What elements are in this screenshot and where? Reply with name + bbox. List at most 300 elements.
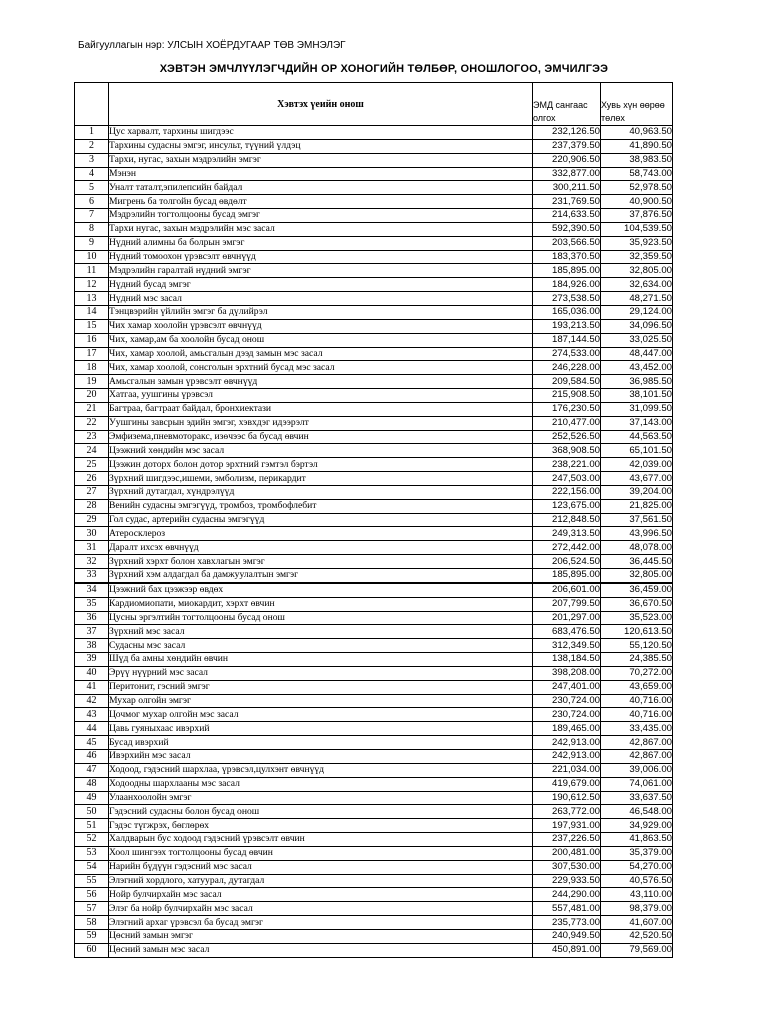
- row-diagnosis: Чих, хамар хоолой, сонсголын эрхтний бусад мэс засал: [109, 361, 533, 375]
- row-number: 9: [75, 236, 109, 250]
- row-self-amount: 40,716.00: [601, 694, 673, 708]
- row-number: 53: [75, 846, 109, 860]
- row-self-amount: 70,272.00: [601, 666, 673, 680]
- row-emd-amount: 214,633.50: [533, 209, 601, 223]
- table-row: [75, 749, 673, 763]
- table-row: [75, 666, 673, 680]
- row-self-amount: 33,637.50: [601, 791, 673, 805]
- row-emd-amount: 307,530.00: [533, 860, 601, 874]
- row-emd-amount: 230,724.00: [533, 694, 601, 708]
- table-row: [75, 222, 673, 236]
- row-diagnosis: Зүрхний хэрхт болон хавхлагын эмгэг: [109, 555, 533, 569]
- row-diagnosis: Нүдний мэс засал: [109, 292, 533, 306]
- row-emd-amount: 238,221.00: [533, 458, 601, 472]
- row-self-amount: 33,025.50: [601, 333, 673, 347]
- row-number: 38: [75, 639, 109, 653]
- table-row: [75, 126, 673, 140]
- row-emd-amount: 184,926.00: [533, 278, 601, 292]
- table-row: [75, 763, 673, 777]
- row-self-amount: 79,569.00: [601, 943, 673, 957]
- table-row: [75, 499, 673, 513]
- row-number: 60: [75, 943, 109, 957]
- row-number: 55: [75, 874, 109, 888]
- row-emd-amount: 592,390.50: [533, 222, 601, 236]
- row-self-amount: 37,876.50: [601, 209, 673, 223]
- row-diagnosis: Элэгний архаг үрэвсэл ба бусад эмгэг: [109, 916, 533, 930]
- header-diagnosis: Хэвтэх үеийн онош: [109, 83, 533, 126]
- row-emd-amount: 272,442.00: [533, 541, 601, 555]
- row-diagnosis: Даралт ихсэх өвчнүүд: [109, 541, 533, 555]
- row-diagnosis: Бусад ивэрхий: [109, 736, 533, 750]
- row-diagnosis: Тэнцвэрийн үйлийн эмгэг ба дүлийрэл: [109, 305, 533, 319]
- row-diagnosis: Цээжний бах цээжээр өвдөх: [109, 583, 533, 597]
- row-diagnosis: Цээжин доторх болон дотор эрхтний гэмтэл бэртэл: [109, 458, 533, 472]
- row-number: 16: [75, 333, 109, 347]
- row-emd-amount: 193,213.50: [533, 319, 601, 333]
- table-row: [75, 264, 673, 278]
- row-number: 22: [75, 416, 109, 430]
- table-header: [75, 83, 673, 126]
- row-diagnosis: Цөсний замын эмгэг: [109, 929, 533, 943]
- table-row: [75, 319, 673, 333]
- row-number: 3: [75, 153, 109, 167]
- row-emd-amount: 263,772.00: [533, 805, 601, 819]
- row-number: 25: [75, 458, 109, 472]
- table-row: [75, 139, 673, 153]
- table-row: [75, 250, 673, 264]
- row-self-amount: 52,978.50: [601, 181, 673, 195]
- row-emd-amount: 237,379.50: [533, 139, 601, 153]
- row-number: 42: [75, 694, 109, 708]
- table-row: [75, 653, 673, 667]
- row-diagnosis: Атеросклероз: [109, 527, 533, 541]
- row-number: 46: [75, 749, 109, 763]
- row-emd-amount: 176,230.50: [533, 402, 601, 416]
- table-row: [75, 805, 673, 819]
- row-diagnosis: Чих хамар хоолойн үрэвсэлт өвчнүүд: [109, 319, 533, 333]
- row-diagnosis: Багтраа, багтраат байдал, бронхиектази: [109, 402, 533, 416]
- row-number: 19: [75, 375, 109, 389]
- row-number: 2: [75, 139, 109, 153]
- row-number: 37: [75, 625, 109, 639]
- row-self-amount: 36,670.50: [601, 597, 673, 611]
- row-self-amount: 33,435.00: [601, 722, 673, 736]
- row-emd-amount: 165,036.00: [533, 305, 601, 319]
- row-number: 17: [75, 347, 109, 361]
- header-emd-fund: ЭМД сангаас олгох: [533, 83, 601, 126]
- row-self-amount: 40,900.50: [601, 195, 673, 209]
- table-row: [75, 513, 673, 527]
- row-diagnosis: Мэнэн: [109, 167, 533, 181]
- table-row: [75, 333, 673, 347]
- row-self-amount: 35,379.00: [601, 846, 673, 860]
- row-emd-amount: 398,208.00: [533, 666, 601, 680]
- row-self-amount: 54,270.00: [601, 860, 673, 874]
- row-diagnosis: Хоол шингээх тогтолцооны бусад өвчин: [109, 846, 533, 860]
- row-self-amount: 32,805.00: [601, 264, 673, 278]
- row-emd-amount: 683,476.50: [533, 625, 601, 639]
- row-self-amount: 38,101.50: [601, 389, 673, 403]
- row-number: 18: [75, 361, 109, 375]
- row-diagnosis: Ходоод, гэдэсний шархлаа, үрэвсэл,цулхэнт өвчнүүд: [109, 763, 533, 777]
- row-emd-amount: 220,906.50: [533, 153, 601, 167]
- row-number: 11: [75, 264, 109, 278]
- row-number: 39: [75, 653, 109, 667]
- table-row: [75, 375, 673, 389]
- row-number: 36: [75, 611, 109, 625]
- row-self-amount: 36,985.50: [601, 375, 673, 389]
- row-emd-amount: 252,526.50: [533, 430, 601, 444]
- row-self-amount: 48,078.00: [601, 541, 673, 555]
- row-self-amount: 29,124.00: [601, 305, 673, 319]
- row-self-amount: 24,385.50: [601, 653, 673, 667]
- row-diagnosis: Тархи нугас, захын мэдрэлийн мэс засал: [109, 222, 533, 236]
- row-diagnosis: Тархины судасны эмгэг, инсульт, түүний үлдэц: [109, 139, 533, 153]
- organization-name: Байгууллагын нэр: УЛСЫН ХОЁРДУГААР ТӨВ ЭМНЭЛЭГ: [78, 40, 346, 51]
- row-self-amount: 43,452.00: [601, 361, 673, 375]
- row-self-amount: 41,863.50: [601, 833, 673, 847]
- row-diagnosis: Улаанхоолойн эмгэг: [109, 791, 533, 805]
- row-emd-amount: 185,895.00: [533, 264, 601, 278]
- row-emd-amount: 249,313.50: [533, 527, 601, 541]
- table-row: [75, 389, 673, 403]
- row-diagnosis: Эрүү нүүрний мэс засал: [109, 666, 533, 680]
- row-diagnosis: Хатгаа, уушгины үрэвсэл: [109, 389, 533, 403]
- row-emd-amount: 123,675.00: [533, 499, 601, 513]
- table-row: [75, 569, 673, 583]
- row-diagnosis: Цөсний замын мэс засал: [109, 943, 533, 957]
- row-emd-amount: 242,913.00: [533, 736, 601, 750]
- row-self-amount: 35,923.50: [601, 236, 673, 250]
- row-self-amount: 36,459.00: [601, 583, 673, 597]
- row-number: 15: [75, 319, 109, 333]
- row-emd-amount: 183,370.50: [533, 250, 601, 264]
- row-emd-amount: 247,401.00: [533, 680, 601, 694]
- row-number: 23: [75, 430, 109, 444]
- row-self-amount: 32,805.00: [601, 569, 673, 583]
- row-self-amount: 42,039.00: [601, 458, 673, 472]
- table-row: [75, 833, 673, 847]
- row-emd-amount: 201,297.00: [533, 611, 601, 625]
- row-self-amount: 41,890.50: [601, 139, 673, 153]
- row-diagnosis: Зүрхний дутагдал, хүндрэлүүд: [109, 485, 533, 499]
- table-body: [75, 126, 673, 958]
- row-self-amount: 65,101.50: [601, 444, 673, 458]
- row-number: 7: [75, 209, 109, 223]
- row-self-amount: 39,006.00: [601, 763, 673, 777]
- row-diagnosis: Мухар олгойн эмгэг: [109, 694, 533, 708]
- row-emd-amount: 210,477.00: [533, 416, 601, 430]
- row-emd-amount: 230,724.00: [533, 708, 601, 722]
- header-self-pay: Хувь хүн өөрөө төлөх: [601, 83, 673, 126]
- row-diagnosis: Мэдрэлийн гаралтай нүдний эмгэг: [109, 264, 533, 278]
- row-number: 6: [75, 195, 109, 209]
- row-emd-amount: 300,211.50: [533, 181, 601, 195]
- table-row: [75, 902, 673, 916]
- row-emd-amount: 138,184.50: [533, 653, 601, 667]
- table-row: [75, 916, 673, 930]
- row-self-amount: 32,634.00: [601, 278, 673, 292]
- row-diagnosis: Чих, хамар хоолой, амьсгалын дээд замын мэс засал: [109, 347, 533, 361]
- row-self-amount: 120,613.50: [601, 625, 673, 639]
- table-row: [75, 874, 673, 888]
- row-diagnosis: Уушгины завсрын эдийн эмгэг, хэвхдэг идээрэлт: [109, 416, 533, 430]
- row-diagnosis: Элэг ба нойр булчирхайн мэс засал: [109, 902, 533, 916]
- row-number: 48: [75, 777, 109, 791]
- row-emd-amount: 209,584.50: [533, 375, 601, 389]
- row-self-amount: 37,143.00: [601, 416, 673, 430]
- row-diagnosis: Нүдний алимны ба болрын эмгэг: [109, 236, 533, 250]
- table-row: [75, 625, 673, 639]
- table-row: [75, 181, 673, 195]
- row-number: 8: [75, 222, 109, 236]
- table-row: [75, 292, 673, 306]
- row-diagnosis: Венийн судасны эмгэгүүд, тромбоз, тромбофлебит: [109, 499, 533, 513]
- row-number: 58: [75, 916, 109, 930]
- row-emd-amount: 197,931.00: [533, 819, 601, 833]
- row-self-amount: 58,743.00: [601, 167, 673, 181]
- table-row: [75, 278, 673, 292]
- row-self-amount: 43,677.00: [601, 472, 673, 486]
- row-self-amount: 48,447.00: [601, 347, 673, 361]
- row-emd-amount: 190,612.50: [533, 791, 601, 805]
- table-row: [75, 209, 673, 223]
- row-self-amount: 31,099.50: [601, 402, 673, 416]
- row-diagnosis: Ивэрхийн мэс засал: [109, 749, 533, 763]
- row-emd-amount: 212,848.50: [533, 513, 601, 527]
- table-row: [75, 541, 673, 555]
- table-row: [75, 305, 673, 319]
- tariff-table: [74, 82, 673, 958]
- row-emd-amount: 187,144.50: [533, 333, 601, 347]
- row-diagnosis: Перитонит, гэсний эмгэг: [109, 680, 533, 694]
- row-diagnosis: Элэгний хордлого, хатуурал, дутагдал: [109, 874, 533, 888]
- row-diagnosis: Цээжний хөндийн мэс засал: [109, 444, 533, 458]
- row-emd-amount: 203,566.50: [533, 236, 601, 250]
- row-emd-amount: 237,226.50: [533, 833, 601, 847]
- row-diagnosis: Зүрхний хэм алдагдал ба дамжуулалтын эмгэг: [109, 569, 533, 583]
- row-self-amount: 36,445.50: [601, 555, 673, 569]
- row-self-amount: 35,523.00: [601, 611, 673, 625]
- page-title: ХЭВТЭН ЭМЧЛҮҮЛЭГЧДИЙН ОР ХОНОГИЙН ТӨЛБӨР, ОНОШЛОГОО, ЭМЧИЛГЭЭ: [159, 63, 609, 75]
- table-row: [75, 153, 673, 167]
- row-emd-amount: 332,877.00: [533, 167, 601, 181]
- table-row: [75, 485, 673, 499]
- table-row: [75, 361, 673, 375]
- row-diagnosis: Нарийн бүдүүн гэдэсний мэс засал: [109, 860, 533, 874]
- row-number: 54: [75, 860, 109, 874]
- table-row: [75, 458, 673, 472]
- row-diagnosis: Гол судас, артерийн судасны эмгэгүүд: [109, 513, 533, 527]
- table-row: [75, 555, 673, 569]
- row-diagnosis: Чих, хамар,ам ба хоолойн бусад онош: [109, 333, 533, 347]
- row-number: 24: [75, 444, 109, 458]
- table-row: [75, 680, 673, 694]
- row-self-amount: 41,607.00: [601, 916, 673, 930]
- row-diagnosis: Нойр булчирхайн мэс засал: [109, 888, 533, 902]
- row-number: 5: [75, 181, 109, 195]
- table-row: [75, 888, 673, 902]
- row-self-amount: 98,379.00: [601, 902, 673, 916]
- table-row: [75, 167, 673, 181]
- row-self-amount: 40,716.00: [601, 708, 673, 722]
- row-number: 30: [75, 527, 109, 541]
- table-row: [75, 402, 673, 416]
- row-number: 1: [75, 126, 109, 140]
- row-diagnosis: Нүдний бусад эмгэг: [109, 278, 533, 292]
- table-row: [75, 444, 673, 458]
- row-diagnosis: Цусны эргэлтийн тогтолцооны бусад онош: [109, 611, 533, 625]
- row-self-amount: 43,996.50: [601, 527, 673, 541]
- row-self-amount: 34,929.00: [601, 819, 673, 833]
- row-diagnosis: Гэдэс түгжрэх, бөглөрөх: [109, 819, 533, 833]
- row-number: 44: [75, 722, 109, 736]
- table-row: [75, 929, 673, 943]
- row-number: 41: [75, 680, 109, 694]
- row-self-amount: 42,520.50: [601, 929, 673, 943]
- row-self-amount: 32,359.50: [601, 250, 673, 264]
- row-diagnosis: Эмфизема,пневмоторакс, изөчээс ба бусад өвчин: [109, 430, 533, 444]
- row-emd-amount: 206,601.00: [533, 583, 601, 597]
- table-row: [75, 846, 673, 860]
- row-number: 51: [75, 819, 109, 833]
- row-emd-amount: 273,538.50: [533, 292, 601, 306]
- row-diagnosis: Цочмог мухар олгойн мэс засал: [109, 708, 533, 722]
- row-number: 59: [75, 929, 109, 943]
- row-emd-amount: 207,799.50: [533, 597, 601, 611]
- row-number: 35: [75, 597, 109, 611]
- row-number: 40: [75, 666, 109, 680]
- table-row: [75, 736, 673, 750]
- row-emd-amount: 419,679.00: [533, 777, 601, 791]
- row-emd-amount: 221,034.00: [533, 763, 601, 777]
- row-number: 33: [75, 569, 109, 583]
- row-number: 52: [75, 833, 109, 847]
- row-number: 49: [75, 791, 109, 805]
- row-number: 10: [75, 250, 109, 264]
- row-emd-amount: 231,769.50: [533, 195, 601, 209]
- table-row: [75, 943, 673, 957]
- row-emd-amount: 189,465.00: [533, 722, 601, 736]
- row-emd-amount: 206,524.50: [533, 555, 601, 569]
- row-number: 32: [75, 555, 109, 569]
- row-self-amount: 34,096.50: [601, 319, 673, 333]
- row-number: 57: [75, 902, 109, 916]
- row-number: 47: [75, 763, 109, 777]
- row-self-amount: 38,983.50: [601, 153, 673, 167]
- row-number: 20: [75, 389, 109, 403]
- row-diagnosis: Ходоодны шархлааны мэс засал: [109, 777, 533, 791]
- row-self-amount: 104,539.50: [601, 222, 673, 236]
- row-emd-amount: 215,908.50: [533, 389, 601, 403]
- row-diagnosis: Цус харвалт, тархины шигдээс: [109, 126, 533, 140]
- row-diagnosis: Судасны мэс засал: [109, 639, 533, 653]
- row-number: 14: [75, 305, 109, 319]
- row-number: 26: [75, 472, 109, 486]
- row-emd-amount: 235,773.00: [533, 916, 601, 930]
- table-row: [75, 777, 673, 791]
- row-self-amount: 74,061.00: [601, 777, 673, 791]
- row-self-amount: 43,659.00: [601, 680, 673, 694]
- table-row: [75, 236, 673, 250]
- table-row: [75, 527, 673, 541]
- row-emd-amount: 240,949.50: [533, 929, 601, 943]
- row-number: 28: [75, 499, 109, 513]
- row-emd-amount: 232,126.50: [533, 126, 601, 140]
- row-diagnosis: Амьсгалын замын үрэвсэлт өвчнүүд: [109, 375, 533, 389]
- table-row: [75, 430, 673, 444]
- row-emd-amount: 200,481.00: [533, 846, 601, 860]
- row-number: 4: [75, 167, 109, 181]
- row-self-amount: 40,576.50: [601, 874, 673, 888]
- row-number: 13: [75, 292, 109, 306]
- row-diagnosis: Тархи, нугас, захын мэдрэлийн эмгэг: [109, 153, 533, 167]
- table-row: [75, 347, 673, 361]
- table-row: [75, 611, 673, 625]
- row-emd-amount: 229,933.50: [533, 874, 601, 888]
- table-row: [75, 791, 673, 805]
- row-diagnosis: Уналт таталт,эпилепсийн байдал: [109, 181, 533, 195]
- row-self-amount: 48,271.50: [601, 292, 673, 306]
- row-diagnosis: Нүдний томоохон үрэвсэлт өвчнүүд: [109, 250, 533, 264]
- row-diagnosis: Зүрхний шигдээс,ишеми, эмболизм, перикардит: [109, 472, 533, 486]
- row-self-amount: 46,548.00: [601, 805, 673, 819]
- row-emd-amount: 244,290.00: [533, 888, 601, 902]
- table-row: [75, 416, 673, 430]
- table-row: [75, 860, 673, 874]
- row-diagnosis: Кардиомиопати, миокардит, хэрхт өвчин: [109, 597, 533, 611]
- table-row: [75, 472, 673, 486]
- table-row: [75, 583, 673, 597]
- row-self-amount: 42,867.00: [601, 749, 673, 763]
- row-emd-amount: 274,533.00: [533, 347, 601, 361]
- row-diagnosis: Мэдрэлийн тогтолцооны бусад эмгэг: [109, 209, 533, 223]
- row-number: 29: [75, 513, 109, 527]
- row-self-amount: 44,563.50: [601, 430, 673, 444]
- row-number: 12: [75, 278, 109, 292]
- table-row: [75, 722, 673, 736]
- row-emd-amount: 246,228.00: [533, 361, 601, 375]
- row-emd-amount: 450,891.00: [533, 943, 601, 957]
- row-number: 27: [75, 485, 109, 499]
- table-row: [75, 708, 673, 722]
- row-diagnosis: Цавь гуяныхаас ивэрхий: [109, 722, 533, 736]
- row-emd-amount: 222,156.00: [533, 485, 601, 499]
- row-diagnosis: Гэдэсний судасны болон бусад онош: [109, 805, 533, 819]
- row-emd-amount: 312,349.50: [533, 639, 601, 653]
- row-number: 34: [75, 583, 109, 597]
- row-self-amount: 37,561.50: [601, 513, 673, 527]
- table-row: [75, 694, 673, 708]
- row-self-amount: 21,825.00: [601, 499, 673, 513]
- row-emd-amount: 242,913.00: [533, 749, 601, 763]
- row-diagnosis: Мигрень ба толгойн бусад өвдөлт: [109, 195, 533, 209]
- row-emd-amount: 368,908.50: [533, 444, 601, 458]
- row-diagnosis: Халдварын бус ходоод гэдэсний үрэвсэлт өвчин: [109, 833, 533, 847]
- table-row: [75, 195, 673, 209]
- row-self-amount: 55,120.50: [601, 639, 673, 653]
- row-number: 43: [75, 708, 109, 722]
- row-number: 50: [75, 805, 109, 819]
- row-number: 45: [75, 736, 109, 750]
- row-emd-amount: 557,481.00: [533, 902, 601, 916]
- row-diagnosis: Зүрхний мэс засал: [109, 625, 533, 639]
- header-number-cell: [75, 83, 109, 126]
- row-emd-amount: 185,895.00: [533, 569, 601, 583]
- row-diagnosis: Шүд ба амны хөндийн өвчин: [109, 653, 533, 667]
- row-number: 31: [75, 541, 109, 555]
- row-self-amount: 40,963.50: [601, 126, 673, 140]
